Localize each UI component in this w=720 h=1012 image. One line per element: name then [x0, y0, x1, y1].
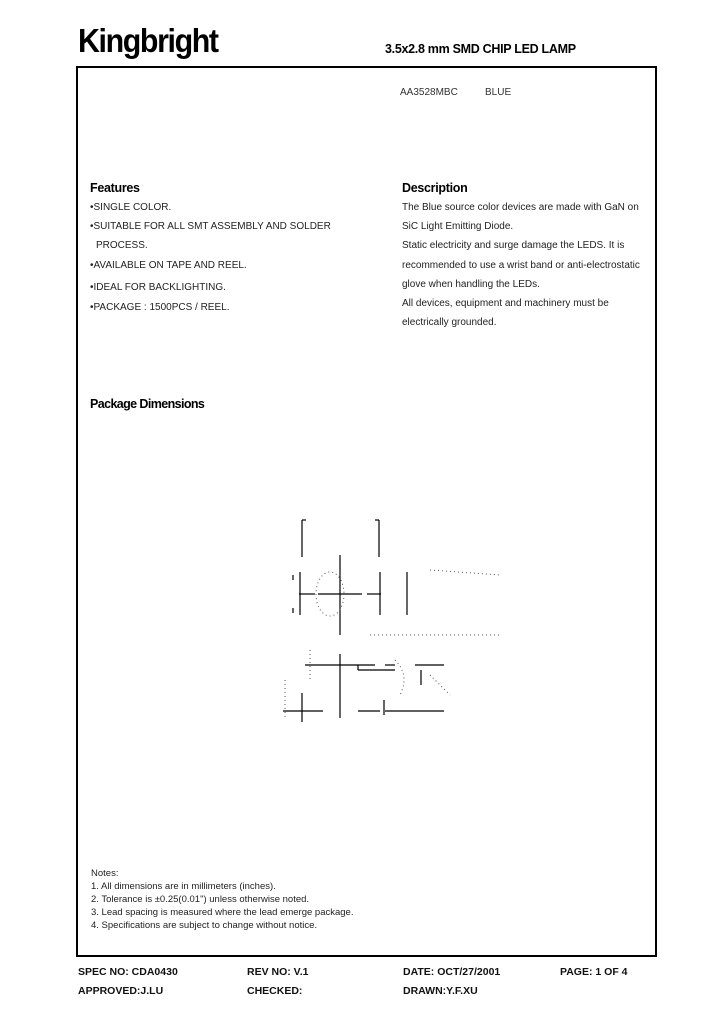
note-item: 4. Specifications are subject to change without notice.: [91, 920, 318, 931]
description-line: glove when handling the LEDs.: [402, 279, 540, 290]
description-line: recommended to use a wrist band or anti-electrostatic: [402, 260, 640, 271]
feature-item: •SINGLE COLOR.: [90, 202, 172, 213]
description-line: electrically grounded.: [402, 317, 497, 328]
feature-item: •IDEAL FOR BACKLIGHTING.: [90, 282, 226, 293]
kingbright-logo: Kingbright: [78, 22, 218, 59]
description-line: Static electricity and surge damage the LEDS. It is: [402, 240, 625, 251]
spec-number: SPEC NO: CDA0430: [78, 966, 178, 978]
description-line: SiC Light Emitting Diode.: [402, 221, 514, 232]
document-date: DATE: OCT/27/2001: [403, 966, 501, 978]
revision-number: REV NO: V.1: [247, 966, 309, 978]
note-item: 2. Tolerance is ±0.25(0.01") unless otherwise noted.: [91, 894, 310, 905]
feature-item: •PACKAGE : 1500PCS / REEL.: [90, 302, 230, 313]
approved-by: APPROVED:J.LU: [78, 985, 164, 997]
part-number: AA3528MBC: [400, 87, 458, 98]
page-number: PAGE: 1 OF 4: [560, 966, 628, 978]
package-dimension-drawing: [250, 500, 510, 730]
feature-item: PROCESS.: [96, 240, 148, 251]
description-heading: Description: [402, 181, 468, 195]
feature-item: •SUITABLE FOR ALL SMT ASSEMBLY AND SOLDER: [90, 221, 331, 232]
notes-heading: Notes:: [91, 868, 119, 879]
emitting-color: BLUE: [485, 87, 512, 98]
checked-by: CHECKED:: [247, 985, 303, 997]
note-item: 1. All dimensions are in millimeters (inches).: [91, 881, 276, 892]
description-line: All devices, equipment and machinery must be: [402, 298, 609, 309]
drawn-by: DRAWN:Y.F.XU: [403, 985, 478, 997]
feature-item: •AVAILABLE ON TAPE AND REEL.: [90, 260, 247, 271]
package-dimensions-heading: Package Dimensions: [90, 397, 205, 411]
note-item: 3. Lead spacing is measured where the lead emerge package.: [91, 907, 354, 918]
features-heading: Features: [90, 181, 140, 195]
document-title: 3.5x2.8 mm SMD CHIP LED LAMP: [385, 42, 576, 56]
description-line: The Blue source color devices are made with GaN on: [402, 202, 639, 213]
